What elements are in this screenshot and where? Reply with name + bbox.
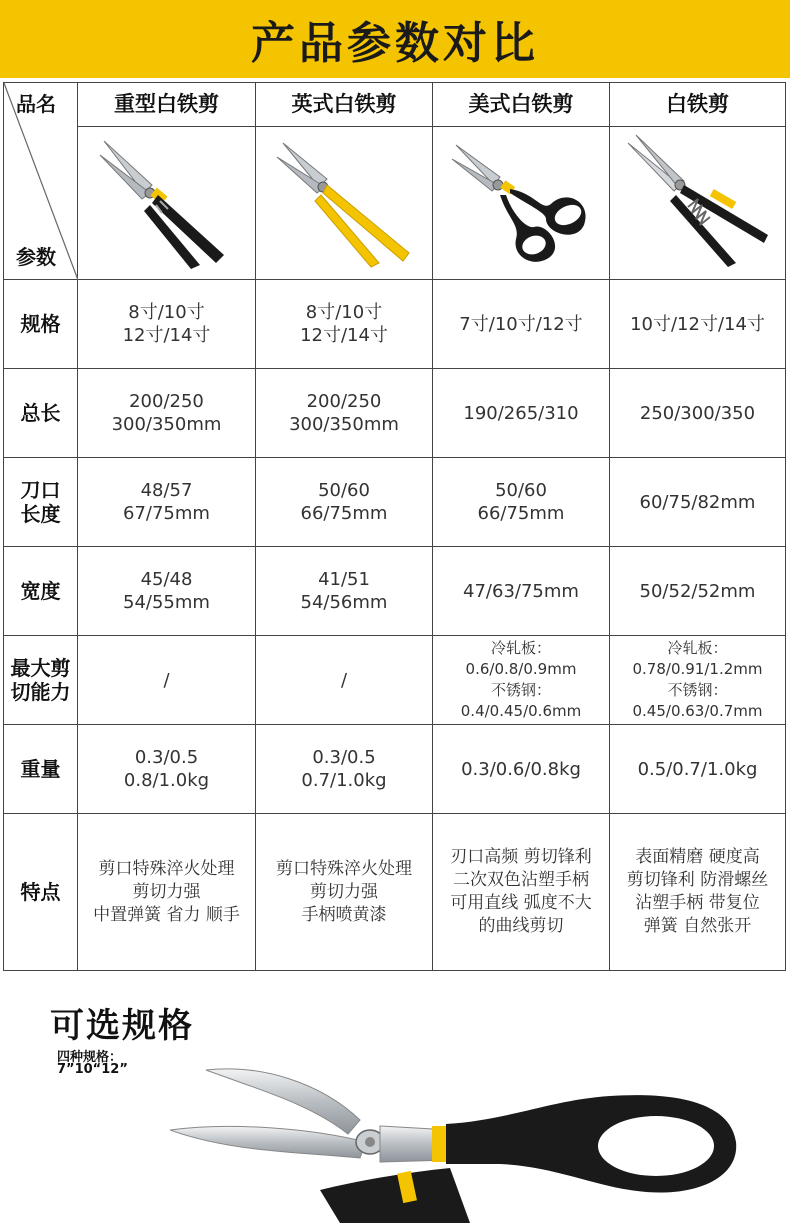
cell-blade-2: 50/60 66/75mm xyxy=(433,458,610,547)
row-label-features: 特点 xyxy=(4,814,78,971)
cell-blade-0: 48/57 67/75mm xyxy=(78,458,256,547)
table-row xyxy=(4,636,786,725)
cell-weight-3: 0.5/0.7/1.0kg xyxy=(610,725,786,814)
product-image-2 xyxy=(433,127,610,280)
american-shear-icon xyxy=(446,133,596,273)
cell-width-0: 45/48 54/55mm xyxy=(78,547,256,636)
cell-capacity-2: 冷轧板： 0.6/0.8/0.9mm 不锈钢： 0.4/0.45/0.6mm xyxy=(433,636,610,725)
optional-specs-line2: 7”10“12” xyxy=(57,1062,128,1077)
table-row xyxy=(4,369,786,458)
product-image-3 xyxy=(610,127,786,280)
table-row xyxy=(4,458,786,547)
cell-weight-2: 0.3/0.6/0.8kg xyxy=(433,725,610,814)
cell-weight-1: 0.3/0.5 0.7/1.0kg xyxy=(256,725,433,814)
product-name-1: 英式白铁剪 xyxy=(256,83,433,127)
cell-blade-1: 50/60 66/75mm xyxy=(256,458,433,547)
corner-bottom-label: 参数 xyxy=(16,245,56,269)
cell-capacity-0: / xyxy=(78,636,256,725)
heavy-shear-icon xyxy=(92,133,242,273)
british-shear-icon xyxy=(269,133,419,273)
cell-features-2: 刃口高频 剪切锋利 二次双色沾塑手柄 可用直线 弧度不大 的曲线剪切 xyxy=(433,814,610,971)
cell-width-3: 50/52/52mm xyxy=(610,547,786,636)
cell-length-0: 200/250 300/350mm xyxy=(78,369,256,458)
row-label-capacity: 最大剪 切能力 xyxy=(4,636,78,725)
cell-length-3: 250/300/350 xyxy=(610,369,786,458)
tin-shear-icon xyxy=(618,133,778,273)
product-name-2: 美式白铁剪 xyxy=(433,83,610,127)
product-image-0 xyxy=(78,127,256,280)
cell-features-3: 表面精磨 硬度高 剪切锋利 防滑螺丝 沾塑手柄 带复位 弹簧 自然张开 xyxy=(610,814,786,971)
cell-spec-3: 10寸/12寸/14寸 xyxy=(610,280,786,369)
row-label-blade: 刀口 长度 xyxy=(4,458,78,547)
table-row xyxy=(4,280,786,369)
cell-capacity-3: 冷轧板： 0.78/0.91/1.2mm 不锈钢： 0.45/0.63/0.7mm xyxy=(610,636,786,725)
cell-features-0: 剪口特殊淬火处理 剪切力强 中置弹簧 省力 顺手 xyxy=(78,814,256,971)
table-row xyxy=(4,814,786,971)
cell-spec-1: 8寸/10寸 12寸/14寸 xyxy=(256,280,433,369)
table-row xyxy=(4,725,786,814)
corner-top-label: 品名 xyxy=(16,92,56,116)
cell-length-1: 200/250 300/350mm xyxy=(256,369,433,458)
optional-specs-title: 可选规格 xyxy=(50,1006,194,1046)
table-header-row xyxy=(4,83,786,127)
product-name-0: 重型白铁剪 xyxy=(78,83,256,127)
cell-length-2: 190/265/310 xyxy=(433,369,610,458)
spec-table xyxy=(3,82,786,971)
row-label-spec: 规格 xyxy=(4,280,78,369)
cell-width-1: 41/51 54/56mm xyxy=(256,547,433,636)
product-name-3: 白铁剪 xyxy=(610,83,786,127)
optional-specs-line1: 四种规格： xyxy=(57,1050,123,1065)
cell-weight-0: 0.3/0.5 0.8/1.0kg xyxy=(78,725,256,814)
page-title: 产品参数对比 xyxy=(251,18,539,69)
cell-blade-3: 60/75/82mm xyxy=(610,458,786,547)
cell-capacity-1: / xyxy=(256,636,433,725)
product-image-row xyxy=(4,127,786,280)
large-shear-photo xyxy=(170,1060,770,1223)
table-row xyxy=(4,547,786,636)
cell-spec-0: 8寸/10寸 12寸/14寸 xyxy=(78,280,256,369)
corner-cell xyxy=(4,83,78,280)
row-label-length: 总长 xyxy=(4,369,78,458)
title-banner xyxy=(0,0,790,78)
row-label-weight: 重量 xyxy=(4,725,78,814)
row-label-width: 宽度 xyxy=(4,547,78,636)
product-image-1 xyxy=(256,127,433,280)
cell-spec-2: 7寸/10寸/12寸 xyxy=(433,280,610,369)
cell-width-2: 47/63/75mm xyxy=(433,547,610,636)
cell-features-1: 剪口特殊淬火处理 剪切力强 手柄喷黄漆 xyxy=(256,814,433,971)
